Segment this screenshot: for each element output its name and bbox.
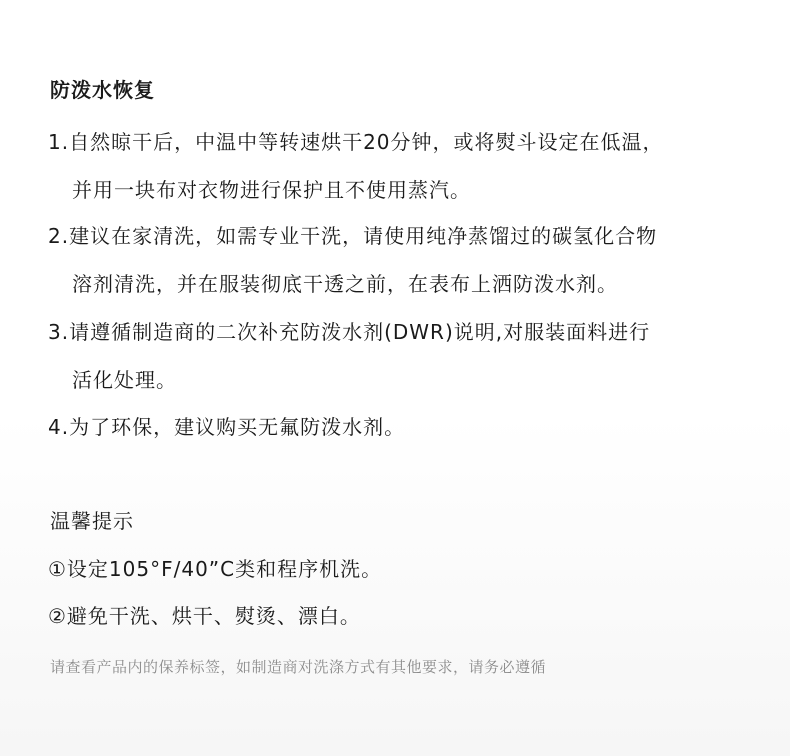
step-1-line-2: 并用一块布对衣物进行保护且不使用蒸汽。: [72, 178, 471, 202]
tip-item-2: ②避免干洗、烘干、熨烫、漂白。: [48, 604, 361, 628]
footnote: 请查看产品内的保养标签，如制造商对洗涤方式有其他要求，请务必遵循: [50, 658, 547, 676]
step-1-line-1: 1.自然晾干后，中温中等转速烘干20分钟，或将熨斗设定在低温，: [48, 130, 664, 154]
step-3-line-2: 活化处理。: [72, 368, 177, 392]
step-4-line-1: 4.为了环保，建议购买无氟防泼水剂。: [48, 415, 406, 439]
section-title: 防泼水恢复: [50, 78, 155, 102]
tip-item-1: ①设定105°F/40”C类和程序机洗。: [48, 557, 383, 581]
step-2-line-2: 溶剂清洗，并在服装彻底干透之前，在表布上洒防泼水剂。: [72, 272, 618, 296]
step-3-line-1: 3.请遵循制造商的二次补充防泼水剂(DWR)说明,对服装面料进行: [48, 320, 651, 344]
step-2-line-1: 2.建议在家清洗，如需专业干洗，请使用纯净蒸馏过的碳氢化合物: [48, 224, 658, 248]
tips-title: 温馨提示: [50, 509, 134, 533]
